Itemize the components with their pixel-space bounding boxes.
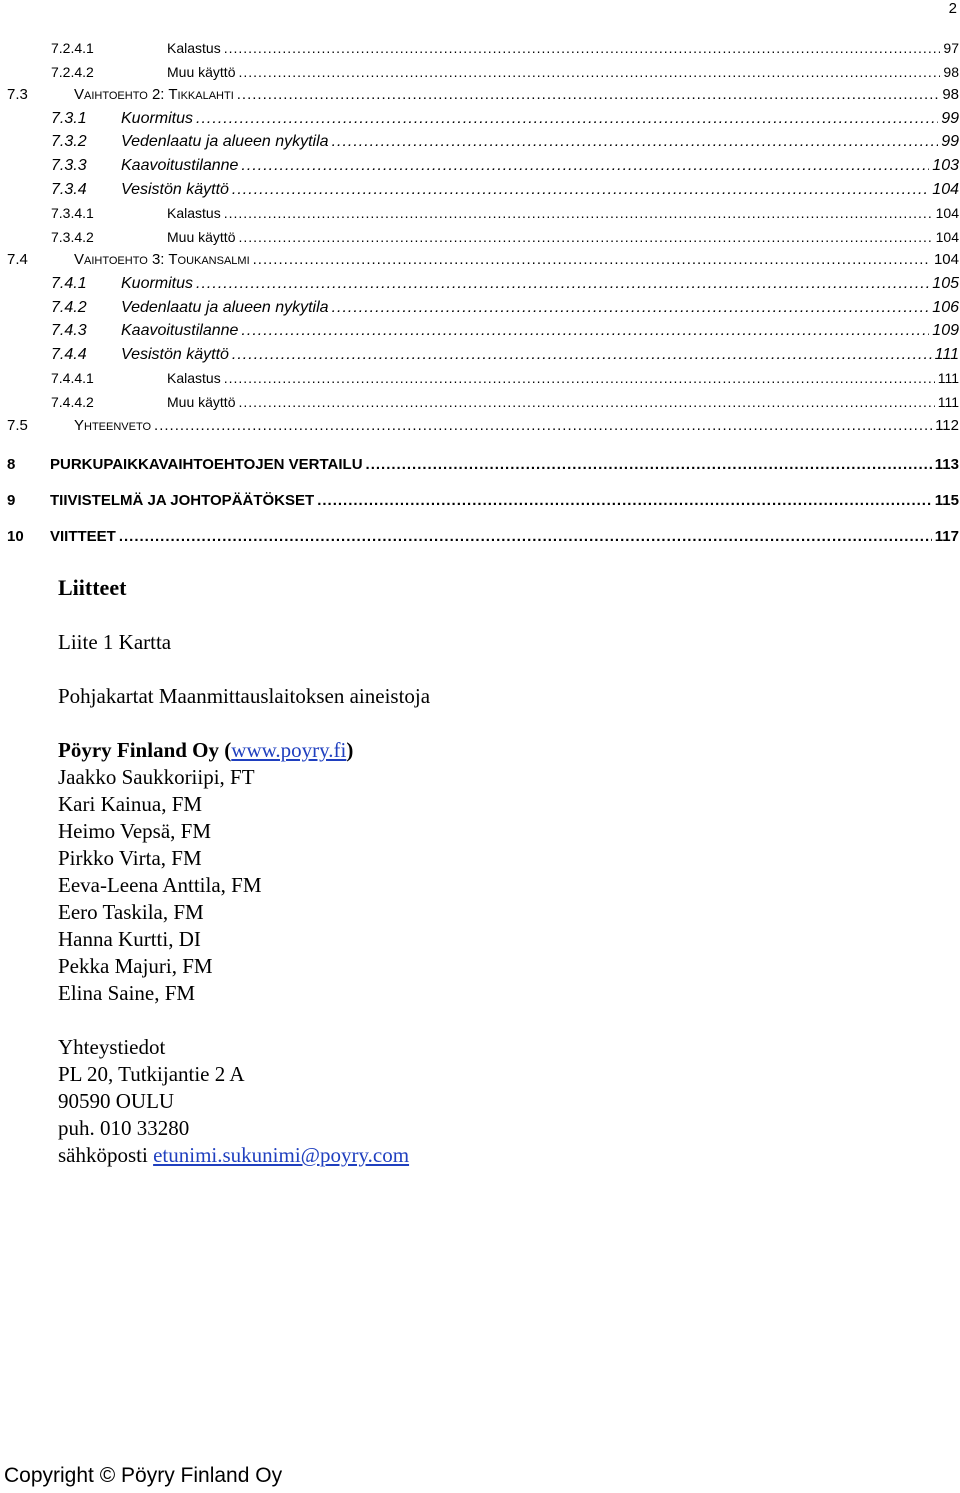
toc-entry[interactable] (51, 366, 959, 388)
toc-leader-dots (224, 38, 941, 58)
toc-page-number: 103 (932, 157, 959, 174)
toc-page-number: 105 (932, 275, 959, 292)
author: Pekka Majuri, FM (58, 954, 213, 978)
toc-title: Vaihtoehto 3: Toukansalmi (74, 251, 250, 269)
toc-entry[interactable] (51, 343, 959, 365)
toc-title: Muu käyttö (167, 63, 236, 80)
toc-title: Vaihtoehto 2: Tikkalahti (74, 86, 234, 104)
toc-entry[interactable] (51, 296, 959, 318)
toc-page-number: 104 (935, 228, 959, 245)
toc-page-number: 111 (934, 345, 959, 363)
toc-page-number: 112 (935, 416, 959, 434)
toc-page-number: 97 (943, 40, 959, 56)
toc-leader-dots (232, 345, 932, 365)
company-url-link[interactable]: www.poyry.fi (231, 738, 347, 762)
toc-title: Kaavoitustilanne (121, 157, 239, 174)
toc-number: 7.3.3 (51, 157, 87, 174)
toc-number: 8 (7, 456, 16, 474)
author: Jaakko Saukkoriipi, FT (58, 765, 255, 789)
toc-title: PURKUPAIKKAVAIHTOEHTOJEN VERTAILU (50, 456, 363, 474)
toc-title: Vedenlaatu ja alueen nykytila (121, 298, 329, 316)
toc-page-number: 98 (942, 86, 959, 104)
toc-leader-dots (241, 156, 929, 176)
toc-leader-dots (366, 455, 932, 475)
toc-entry[interactable] (51, 225, 959, 247)
contact-heading: Yhteystiedot (58, 1035, 166, 1059)
toc-number: 7.4 (7, 251, 28, 269)
company-name: Pöyry Finland Oy (58, 738, 220, 762)
toc-title: Kalastus (167, 370, 221, 387)
toc-leader-dots (238, 392, 934, 412)
open-paren: ( (219, 738, 232, 762)
toc-number: 7.2.4.2 (51, 63, 94, 80)
toc-number: 7.3.4.2 (51, 228, 94, 245)
email-link[interactable]: etunimi.sukunimi@poyry.com (153, 1143, 410, 1167)
toc-leader-dots (154, 416, 932, 436)
toc-leader-dots (253, 250, 931, 270)
toc-number: 7.3.2 (51, 133, 87, 151)
toc-page-number: 111 (937, 370, 959, 387)
contact-address: PL 20, Tutkijantie 2 A (58, 1062, 245, 1086)
toc-number: 7.4.4 (51, 345, 87, 363)
toc-title: Yhteenveto (74, 416, 152, 434)
toc-entry[interactable] (7, 525, 959, 547)
toc-number: 7.3.4.1 (51, 205, 94, 222)
contact-block (58, 1034, 409, 1169)
toc-leader-dots (119, 527, 932, 547)
toc-number: 7.4.1 (51, 275, 87, 292)
author: Heimo Vepsä, FM (58, 819, 212, 843)
toc-entry[interactable] (7, 414, 959, 436)
email-label: sähköposti (58, 1143, 154, 1167)
toc-leader-dots (317, 491, 932, 511)
toc-title: Vesistön käyttö (121, 345, 229, 363)
toc-leader-dots (332, 298, 930, 318)
author: Hanna Kurtti, DI (58, 927, 201, 951)
toc-page-number: 113 (934, 456, 959, 474)
toc-leader-dots (196, 109, 938, 129)
toc-page-number: 98 (943, 63, 959, 80)
toc-title: Muu käyttö (167, 228, 236, 245)
toc-leader-dots (332, 132, 939, 152)
attachments-heading: Liitteet (58, 575, 127, 600)
contact-phone: puh. 010 33280 (58, 1116, 190, 1140)
toc-page-number: 99 (941, 133, 959, 151)
toc-entry[interactable] (51, 130, 959, 152)
contact-postal: 90590 OULU (58, 1089, 175, 1113)
toc-number: 10 (7, 528, 24, 546)
toc-title: Kaavoitustilanne (121, 322, 239, 340)
toc-title: TIIVISTELMÄ JA JOHTOPÄÄTÖKSET (50, 492, 315, 510)
toc-page-number: 117 (934, 528, 959, 546)
toc-leader-dots (196, 274, 929, 294)
toc-entry[interactable] (51, 201, 959, 223)
toc-page-number: 115 (934, 492, 959, 510)
toc-title: Kalastus (167, 205, 221, 222)
toc-page-number: 99 (941, 109, 959, 127)
author: Eeva-Leena Anttila, FM (58, 873, 262, 897)
toc-entry[interactable] (51, 154, 959, 176)
toc-number: 7.4.2 (51, 298, 87, 316)
toc-number: 7.3 (7, 86, 28, 104)
table-of-contents (0, 0, 960, 560)
toc-number: 7.4.4.2 (51, 394, 94, 410)
company-block (58, 737, 353, 1007)
toc-leader-dots (241, 321, 929, 341)
toc-number: 7.3.1 (51, 109, 87, 127)
toc-number: 9 (7, 492, 16, 510)
toc-entry[interactable] (51, 319, 959, 341)
copyright-footer: Copyright © Pöyry Finland Oy (4, 1464, 283, 1487)
toc-leader-dots (238, 227, 932, 247)
toc-title: Kuormitus (121, 275, 194, 292)
company-line (58, 737, 353, 764)
toc-entry[interactable] (51, 390, 959, 412)
attachment-item: Liite 1 Kartta (58, 630, 172, 654)
toc-leader-dots (224, 368, 935, 388)
toc-page-number: 109 (932, 322, 959, 340)
toc-number: 7.4.4.1 (51, 370, 94, 387)
toc-number: 7.3.4 (51, 180, 87, 198)
toc-title: Kuormitus (121, 109, 194, 127)
author: Elina Saine, FM (58, 981, 196, 1005)
toc-number: 7.5 (7, 416, 28, 434)
close-paren: ) (346, 738, 354, 762)
toc-title: Vesistön käyttö (121, 180, 229, 198)
toc-title: Vedenlaatu ja alueen nykytila (121, 133, 329, 151)
author: Kari Kainua, FM (58, 792, 203, 816)
toc-entry[interactable] (7, 83, 959, 105)
toc-page-number: 106 (932, 298, 959, 316)
toc-leader-dots (224, 203, 933, 223)
toc-entry[interactable] (51, 60, 959, 82)
toc-number: 7.4.3 (51, 322, 87, 340)
toc-entry[interactable] (7, 248, 959, 270)
toc-title: Kalastus (167, 40, 221, 56)
toc-page-number: 104 (933, 251, 959, 269)
toc-entry[interactable] (51, 272, 959, 294)
toc-title: Muu käyttö (167, 394, 236, 410)
toc-title: VIITTEET (50, 528, 116, 546)
author: Eero Taskila, FM (58, 900, 204, 924)
toc-number: 7.2.4.1 (51, 40, 94, 56)
toc-entry[interactable] (7, 453, 959, 475)
toc-leader-dots (238, 62, 940, 82)
page-number: 2 (948, 0, 957, 17)
toc-page-number: 104 (935, 205, 959, 222)
toc-entry[interactable] (7, 489, 959, 511)
toc-leader-dots (237, 85, 940, 105)
contact-email-line (58, 1142, 409, 1169)
toc-entry[interactable] (51, 36, 959, 58)
author: Pirkko Virta, FM (58, 846, 202, 870)
toc-page-number: 104 (932, 180, 959, 198)
basemap-note: Pohjakartat Maanmittauslaitoksen aineistoja (58, 684, 431, 708)
toc-leader-dots (232, 180, 929, 200)
toc-entry[interactable] (51, 178, 959, 200)
toc-page-number: 111 (937, 394, 959, 410)
toc-entry[interactable] (51, 107, 959, 129)
